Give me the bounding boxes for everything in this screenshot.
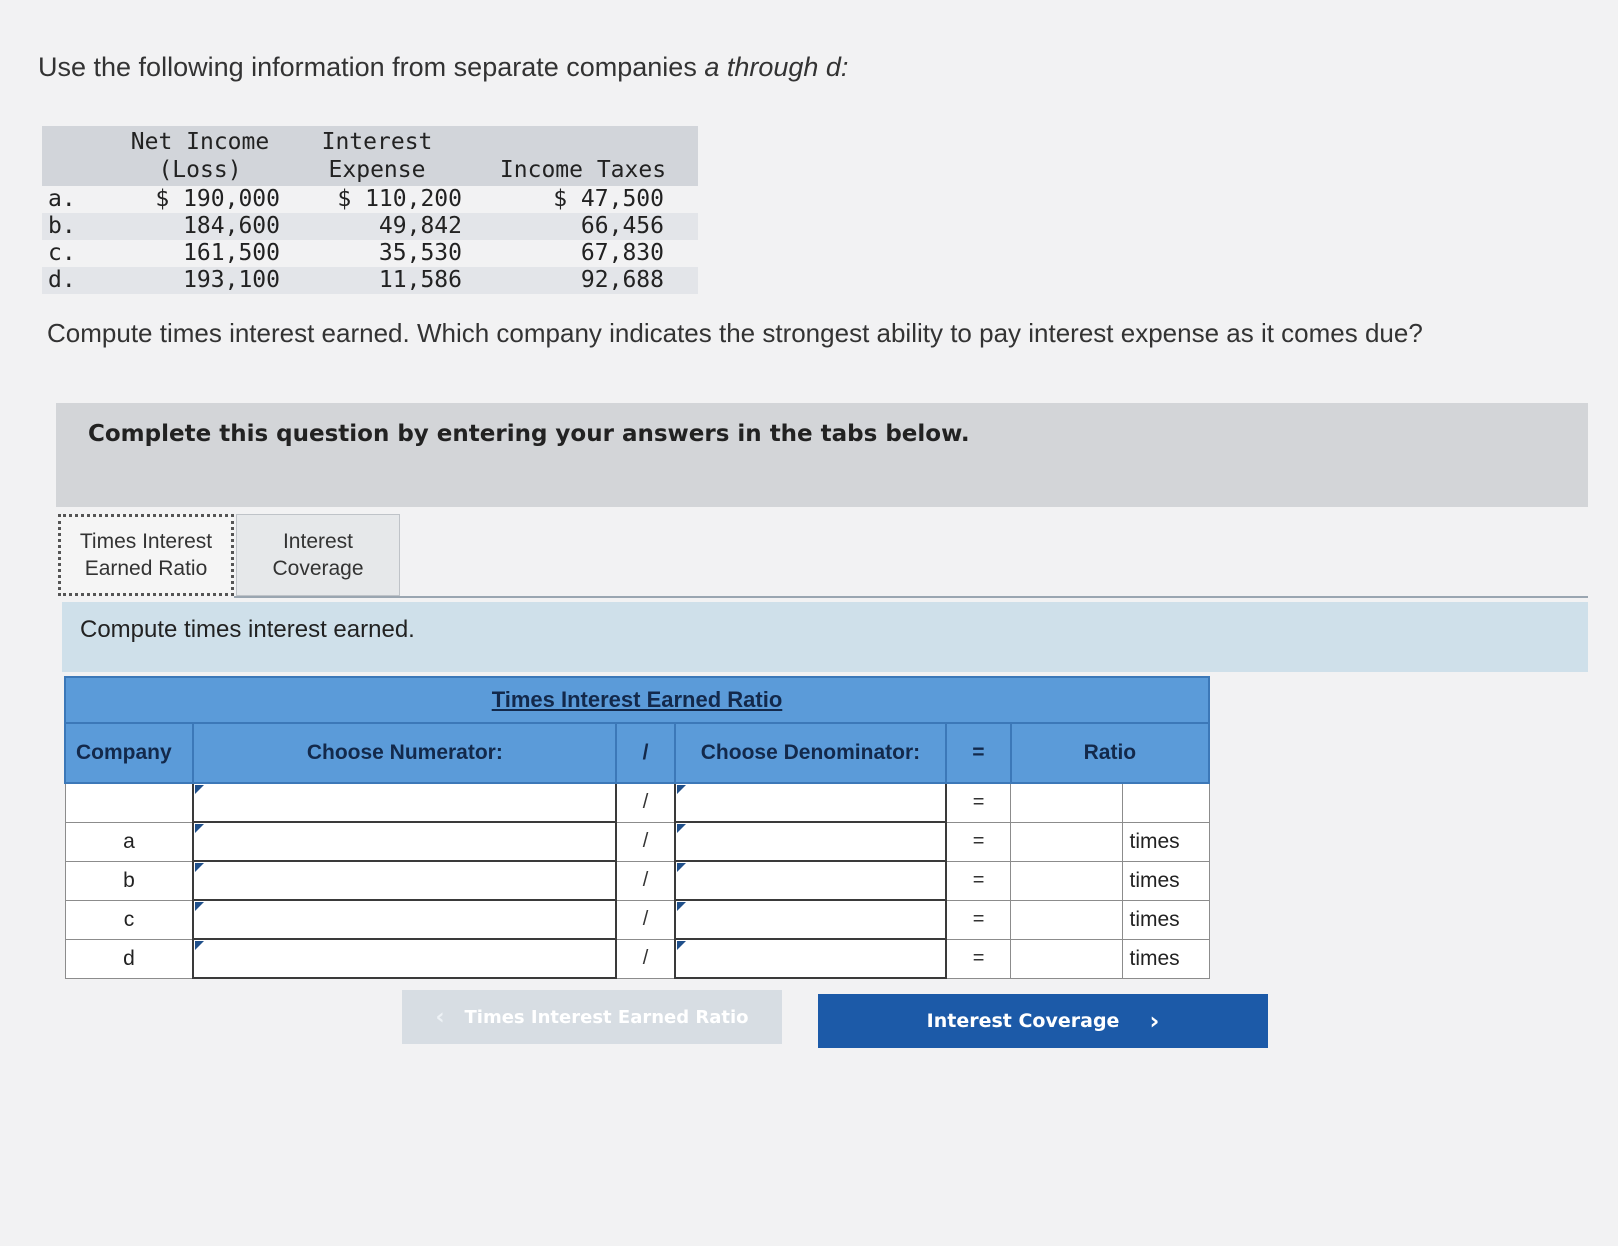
unit-cell: times bbox=[1123, 822, 1209, 861]
header-equals: = bbox=[946, 723, 1011, 783]
next-tab-button[interactable] bbox=[818, 994, 1268, 1048]
slash-cell: / bbox=[616, 939, 675, 978]
unit-cell bbox=[1123, 783, 1209, 822]
equals-cell: = bbox=[946, 900, 1011, 939]
instructions-banner bbox=[56, 403, 1588, 507]
net-income-cell: 161,500 bbox=[183, 240, 280, 266]
times-interest-earned-table bbox=[64, 676, 1210, 979]
denominator-select[interactable] bbox=[675, 900, 946, 939]
unit-cell: times bbox=[1123, 939, 1209, 978]
header-numerator: Choose Numerator: bbox=[193, 723, 616, 783]
ratio-input[interactable] bbox=[1011, 861, 1123, 900]
banner-text: Complete this question by entering your answers in the tabs below. bbox=[88, 421, 970, 447]
equals-cell: = bbox=[946, 822, 1011, 861]
tab-instruction-panel bbox=[62, 602, 1588, 672]
equals-cell: = bbox=[946, 861, 1011, 900]
slash-cell: / bbox=[616, 861, 675, 900]
table-row bbox=[65, 939, 1209, 978]
data-table-corner bbox=[42, 126, 114, 186]
equals-cell: = bbox=[946, 783, 1011, 822]
ratio-input[interactable] bbox=[1011, 783, 1123, 822]
answer-table-title-row bbox=[65, 677, 1209, 723]
company-cell: d bbox=[65, 939, 193, 978]
slash-cell: / bbox=[616, 900, 675, 939]
tab-label: Interest Coverage bbox=[272, 530, 364, 580]
table-row bbox=[65, 861, 1209, 900]
equals-cell: = bbox=[946, 939, 1011, 978]
income-taxes-cell: $ 47,500 bbox=[553, 186, 664, 212]
row-label: b. bbox=[42, 213, 114, 240]
income-taxes-cell: 67,830 bbox=[580, 240, 664, 266]
table-row bbox=[65, 822, 1209, 861]
prev-tab-label: Times Interest Earned Ratio bbox=[464, 1006, 749, 1028]
interest-expense-cell: $ 110,200 bbox=[337, 186, 462, 212]
interest-expense-cell: 35,530 bbox=[378, 240, 462, 266]
table-row bbox=[42, 213, 698, 240]
tab-label: Times Interest Earned Ratio bbox=[79, 530, 213, 580]
ratio-input[interactable] bbox=[1011, 900, 1123, 939]
company-cell: c bbox=[65, 900, 193, 939]
numerator-select[interactable] bbox=[193, 822, 616, 861]
chevron-right-icon: › bbox=[1149, 1007, 1160, 1035]
numerator-select[interactable] bbox=[193, 939, 616, 978]
company-cell: a bbox=[65, 822, 193, 861]
header-slash: / bbox=[616, 723, 675, 783]
tab-instruction-text: Compute times interest earned. bbox=[80, 616, 415, 643]
company-cell bbox=[65, 783, 193, 822]
income-taxes-cell: 92,688 bbox=[468, 267, 698, 294]
intro-range: a through d: bbox=[704, 52, 849, 82]
row-label: c. bbox=[48, 240, 76, 266]
numerator-select[interactable] bbox=[193, 861, 616, 900]
header-ratio: Ratio bbox=[1011, 723, 1209, 783]
intro-lead: Use the following information from separate companies bbox=[38, 52, 705, 82]
row-label: a. bbox=[48, 186, 76, 212]
company-cell: b bbox=[65, 861, 193, 900]
denominator-select[interactable] bbox=[675, 861, 946, 900]
next-tab-label: Interest Coverage bbox=[926, 1010, 1120, 1032]
unit-cell: times bbox=[1123, 900, 1209, 939]
tab-interest-coverage[interactable] bbox=[236, 514, 400, 596]
net-income-cell: 193,100 bbox=[114, 267, 286, 294]
header-denominator: Choose Denominator: bbox=[675, 723, 946, 783]
header-net-income: Net Income (Loss) bbox=[114, 126, 286, 186]
net-income-cell: $ 190,000 bbox=[155, 186, 280, 212]
ratio-input[interactable] bbox=[1011, 822, 1123, 861]
slash-cell: / bbox=[616, 822, 675, 861]
answer-table-header bbox=[65, 723, 1209, 783]
income-taxes-cell: 66,456 bbox=[468, 213, 698, 240]
header-interest-expense: Interest Expense bbox=[286, 126, 468, 186]
ratio-input[interactable] bbox=[1011, 939, 1123, 978]
data-table-header bbox=[42, 126, 698, 186]
interest-expense-cell: 11,586 bbox=[286, 267, 468, 294]
chevron-left-icon: ‹ bbox=[435, 1004, 445, 1030]
unit-cell: times bbox=[1123, 861, 1209, 900]
slash-cell: / bbox=[616, 783, 675, 822]
table-row bbox=[65, 783, 1209, 822]
table-row bbox=[65, 900, 1209, 939]
net-income-cell: 184,600 bbox=[114, 213, 286, 240]
tab-divider bbox=[234, 596, 1588, 598]
table-row bbox=[42, 186, 698, 213]
table-row bbox=[42, 240, 698, 267]
company-data-table bbox=[42, 126, 698, 294]
header-income-taxes: Income Taxes bbox=[468, 126, 698, 186]
question-text: Compute times interest earned. Which company indicates the strongest ability to pay interest expense as it comes due? bbox=[47, 318, 1423, 348]
denominator-select[interactable] bbox=[675, 783, 946, 822]
answer-table-title: Times Interest Earned Ratio bbox=[65, 677, 1209, 723]
table-row bbox=[42, 267, 698, 294]
denominator-select[interactable] bbox=[675, 939, 946, 978]
intro-text bbox=[38, 52, 848, 83]
header-company: Company bbox=[65, 723, 193, 783]
numerator-select[interactable] bbox=[193, 783, 616, 822]
denominator-select[interactable] bbox=[675, 822, 946, 861]
prev-tab-button[interactable] bbox=[402, 990, 782, 1044]
numerator-select[interactable] bbox=[193, 900, 616, 939]
row-label: d. bbox=[42, 267, 114, 294]
tab-times-interest-earned-ratio[interactable] bbox=[58, 514, 234, 596]
interest-expense-cell: 49,842 bbox=[286, 213, 468, 240]
